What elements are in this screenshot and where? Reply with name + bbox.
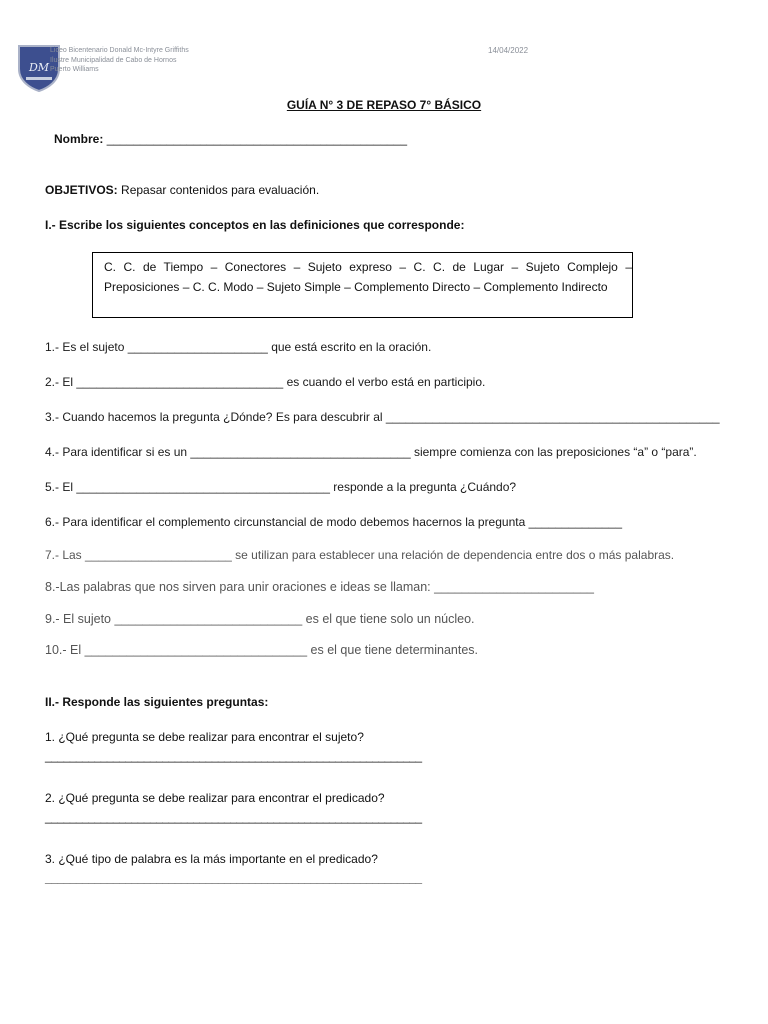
question-9: 9.- El sujeto ___________________________ es el que tiene solo un núcleo. xyxy=(45,612,475,626)
question-3: 3.- Cuando hacemos la pregunta ¿Dónde? Es para descubrir al __________________________________________________ xyxy=(45,410,720,424)
nombre-label: Nombre: xyxy=(54,132,104,146)
section1-heading: I.- Escribe los siguientes conceptos en las definiciones que corresponde: xyxy=(45,218,465,232)
question-6: 6.- Para identificar el complemento circunstancial de modo debemos hacernos la pregunta ______________ xyxy=(45,515,623,529)
question-10: 10.- El ________________________________ es el que tiene determinantes. xyxy=(45,643,479,657)
question-4: 4.- Para identificar si es un _________________________________ siempre comienza con las preposiciones “a” o “para”. xyxy=(45,445,697,459)
nombre-field[interactable] xyxy=(54,132,407,146)
open-question-1: 1. ¿Qué pregunta se debe realizar para encontrar el sujeto? xyxy=(45,730,364,744)
question-8: 8.-Las palabras que nos sirven para unir oraciones e ideas se llaman: _______________________ xyxy=(45,580,595,594)
question-2: 2.- El _______________________________ es cuando el verbo está en participio. xyxy=(45,375,486,389)
concepts-box: C. C. de Tiempo – Conectores – Sujeto expreso – C. C. de Lugar – Sujeto Complejo – Preposiciones – C. C. Modo – Sujeto Simple – Complemento Directo – Complemento Indirecto xyxy=(92,252,633,318)
municipality-name: Ilustre Municipalidad de Cabo de Hornos xyxy=(50,56,177,64)
document-date: 14/04/2022 xyxy=(488,46,529,55)
objetivos-label: OBJETIVOS: xyxy=(45,183,118,197)
page-title: GUÍA N° 3 DE REPASO 7° BÁSICO xyxy=(286,98,482,112)
school-name: Liceo Bicentenario Donald Mc-Intyre Griffiths xyxy=(50,47,189,54)
question-5: 5.- El ______________________________________ responde a la pregunta ¿Cuándo? xyxy=(45,480,517,494)
objetivos-text: Repasar contenidos para evaluación. xyxy=(117,183,320,197)
question-1: 1.- Es el sujeto _____________________ que está escrito en la oración. xyxy=(45,340,432,354)
open-question-3: 3. ¿Qué tipo de palabra es la más importante en el predicado? xyxy=(45,852,378,866)
nombre-line: _____________________________________________ xyxy=(106,132,408,146)
town-name: Puerto Williams xyxy=(50,66,99,73)
answer-line-1[interactable]: _____________________________________________________________ xyxy=(45,749,422,763)
answer-line-3[interactable]: _____________________________________________________________ xyxy=(45,871,422,885)
section2-heading: II.- Responde las siguientes preguntas: xyxy=(45,695,269,709)
question-7: 7.- Las ______________________ se utilizan para establecer una relación de dependencia entre dos o más palabras. xyxy=(45,548,675,562)
objetivos xyxy=(45,183,319,197)
open-question-2: 2. ¿Qué pregunta se debe realizar para encontrar el predicado? xyxy=(45,791,385,805)
answer-line-2[interactable]: _____________________________________________________________ xyxy=(45,810,422,824)
svg-text:DM: DM xyxy=(28,61,50,74)
school-header xyxy=(50,46,189,75)
